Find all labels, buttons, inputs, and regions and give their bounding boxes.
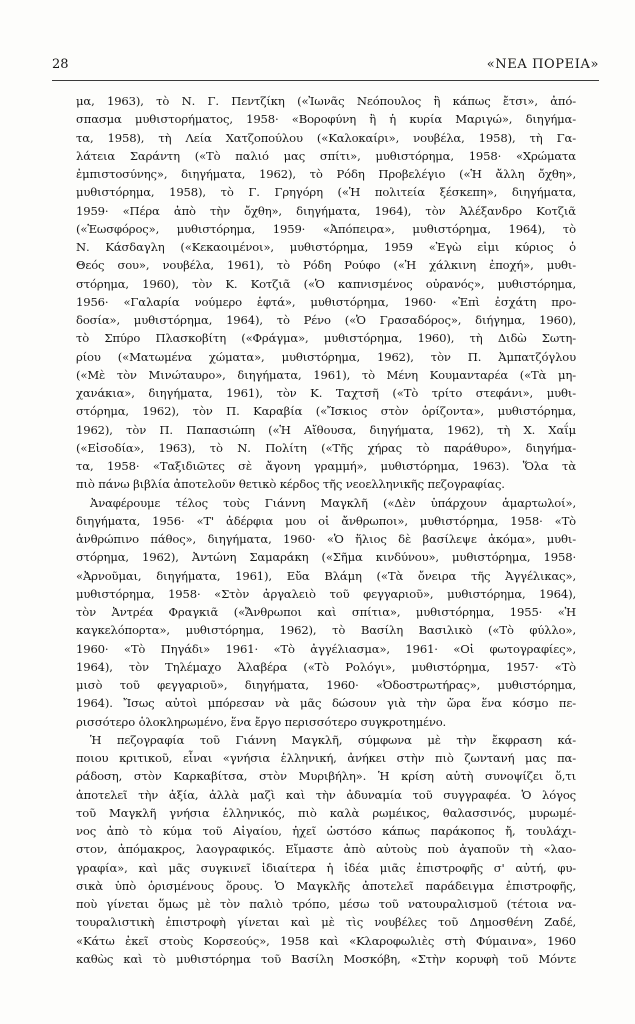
text-line: Ν. Κάσδαγλη («Κεκαοιμένοι», μυθιστόρημα, 1959 «Ἐγὼ εἰμι κύριος ὁ [76, 240, 576, 254]
text-line: χανάκια», διηγήματα, 1961), τὸν Κ. Ταχτσῆ («Τὸ τρίτο στεφάνι», μυθι- [76, 386, 576, 400]
page-number: 28 [52, 57, 69, 72]
text-line: δοσία», μυθιστόρημα, 1964), τὸ Ρένο («Ὁ Γρασαδόρος», διήγημα, 1960), [76, 313, 576, 327]
text-line: Θεός σου», νουβέλα, 1961), τὸ Ρόδη Ρούφο («Ἡ χάλκινη ἐποχή», μυθι- [76, 258, 576, 273]
text-line: στον, ἀπόμακρος, λαογραφικός. Εἴμαστε ἀπὸ αὐτοὺς ποὺ ἀγαποῦν τὴ «λαο- [76, 842, 576, 857]
paragraph-start-line: Ἡ πεζογραφία τοῦ Γιάννη Μαγκλῆ, σύμφωνα μὲ τὴν ἔκφραση κά- [90, 732, 576, 747]
text-line: σπασμα μυθιστορήματος, 1958· «Βοροφύνη ἢ ἡ κυρία Μαριγώ», διηγήμα- [76, 112, 576, 127]
text-line: λάτεια Σαράντη («Τὸ παλιό μας σπίτι», μυθιστόρημα, 1958· «Χρώματα [76, 148, 576, 163]
text-line: «Ἀρνοῦμαι, διηγήματα, 1961), Εὔα Βλάμη («Τὰ ὄνειρα τῆς Ἀγγέλικας», [76, 568, 576, 583]
text-line: ἀνθρώπινο πάθος», διηγήματα, 1960· «Ὁ ἥλιος δὲ βασίλεψε ἀκόμα», μυθι- [76, 532, 576, 546]
paragraph-end-line: ρισσότερο ὁλοκληρωμένο, ἕνα ἔργο περισσότερο συγκροτημένο. [76, 714, 447, 729]
text-line: τα, 1958· «Ταξιδιῶτες σὲ ἄγονη γραμμή», μυθιστόρημα, 1963). Ὅλα τὰ [76, 459, 576, 473]
text-line: νος ἀπὸ τὸ κύμα τοῦ Αἰγαίου, ἠχεῖ ὡστόσο κάπως παράκοπος ἤ, τουλάχι- [76, 824, 576, 838]
text-line: διηγήματα, 1956· «Τ' ἀδέρφια μου οἱ ἄνθρωποι», μυθιστόρημα, 1958· «Τὸ [76, 513, 576, 528]
text-line: 1964), τὸν Τηλέμαχο Ἀλαβέρα («Τὸ Ρολόγι», μυθιστόρημα, 1957· «Τὸ [76, 659, 576, 674]
text-line: καγκελόπορτα», μυθιστόρημα, 1962), τὸ Βασίλη Βασιλικὸ («Τὸ φύλλο», [76, 623, 576, 638]
text-line: («Εἰσοδία», 1963), τὸ Ν. Πολίτη («Τῆς χήρας τὸ παράθυρο», διηγήμα- [76, 440, 576, 455]
text-line: 1959· «Πέρα ἀπὸ τὴν ὄχθη», διηγήματα, 1964), τὸν Ἀλέξανδρο Κοτζιᾶ [76, 203, 576, 218]
paragraph-start-line: Ἀναφέρουμε τέλος τοὺς Γιάννη Μαγκλῆ («Δὲν ὑπάρχουν ἁμαρτωλοί», [90, 495, 576, 510]
text-line: μισὸ τοῦ φεγγαριοῦ», διηγήματα, 1960· «Ὀδοστρωτήρας», μυθιστόρημα, [76, 678, 576, 692]
text-line: 1962), τὸν Π. Παπασιώπη («Ἡ Αἴθουσα, διηγήματα, 1962), τὴ Χ. Χαΐμ [76, 422, 576, 437]
text-line: τουραλιστικὴ ἐπιστροφὴ γίνεται καὶ μὲ τὶς νουβέλες τοῦ Δημοσθένη Ζαδέ, [76, 915, 576, 930]
running-head [52, 56, 599, 74]
text-line: μυθιστόρημα, 1958), τὸ Γ. Γρηγόρη («Ἡ πολιτεία ξέσκεπη», διηγήματα, [76, 185, 576, 200]
text-line: γραφία», καὶ μᾶς συγκινεῖ ἰδιαίτερα ἡ ἰδέα μιᾶς ἐπιστροφῆς σ' αὐτή, φυ- [76, 860, 576, 875]
text-line: 1956· «Γαλαρία νούμερο ἑφτά», μυθιστόρημα, 1960· «Ἐπὶ ἐσχάτη προ- [76, 294, 576, 309]
text-line: ποὺ γίνεται ὅμως μὲ τὸν παλιὸ τρόπο, μέσω τοῦ νατουραλισμοῦ (τέτοια να- [76, 897, 576, 911]
text-line: ράδοση, στὸν Καρκαβίτσα, στὸν Μυριβήλη». Ἡ κρίση αὐτὴ συνοψίζει ὅ,τι [76, 769, 576, 784]
text-line: «Κάτω ἐκεῖ στοὺς Κορσεούς», 1958 καὶ «Κλαροφωλιὲς στὴ Φύμαινα», 1960 [76, 933, 576, 948]
text-line: 1964). Ἴσως αὐτοὶ μπόρεσαν νὰ μᾶς δώσουν γιὰ τὴν ὥρα ἕνα κόσμο πε- [76, 696, 576, 711]
journal-title: «ΝΕΑ ΠΟΡΕΙΑ» [486, 57, 599, 72]
text-line: («Μὲ τὸν Μινώταυρο», διηγήματα, 1961), τὸ Μένη Κουμανταρέα («Τὰ μη- [76, 367, 576, 382]
text-line: μα, 1963), τὸ Ν. Γ. Πεντζίκη («Ἰωνᾶς Νεόπουλος ἢ κάπως ἔτσι», ἀπό- [76, 94, 576, 108]
text-line: 1960· «Τὸ Πηγάδι» 1961· «Τὸ ἀγγέλιασμα», 1961· «Οἱ φωτογραφίες», [76, 641, 576, 656]
text-line: σικὰ ὑπὸ ὁρισμένους ὅρους. Ὁ Μαγκλῆς ἀποτελεῖ παράδειγμα ἐπιστροφῆς, [76, 878, 576, 893]
text-line: καθὼς καὶ τὸ μυθιστόρημα τοῦ Βασίλη Μοσκόβη, «Στὴν κορυφὴ τοῦ Μόντε [76, 951, 576, 966]
text-line: τὸν Ἀντρέα Φραγκιᾶ («Ἄνθρωποι καὶ σπίτια», μυθιστόρημα, 1955· «Ἡ [76, 605, 576, 619]
text-line: ποιου κριτικοῦ, εἶναι «γνήσια ἑλληνική, ἀνήκει στὴν πιὸ ζωντανή μας πα- [76, 751, 576, 765]
text-line: ἀποτελεῖ τὴν ἀξία, ἀλλὰ μαζὶ καὶ τὴν ἀδυναμία τοῦ συγγραφέα. Ὁ λόγος [76, 787, 576, 802]
text-line: ἐμπιστοσύνης», διηγήματα, 1962), τὸ Ρόδη Προβελέγιο («Ἡ ἄλλη ὄχθη», [76, 167, 576, 181]
text-line: στόρημα, 1962), τὸν Π. Καραβία («Ἴσκιος στὸν ὁρίζοντα», μυθιστόρημα, [76, 404, 576, 419]
text-line: τα, 1958), τὴ Λεία Χατζοπούλου («Καλοκαίρι», νουβέλα, 1958), τὴ Γα- [76, 130, 576, 145]
text-line: τοῦ Μαγκλῆ γνήσια ἑλληνικός, πιὸ καλὰ ρωμέικος, θαλασσινός, μυρωμέ- [76, 805, 576, 820]
text-line: στόρημα, 1960), τὸν Κ. Κοτζιᾶ («Ὁ καπνισμένος οὐρανός», μυθιστόρημα, [76, 276, 576, 291]
header-rule [52, 80, 599, 81]
body-text [76, 92, 576, 968]
text-line: στόρημα, 1962), Ἀντώνη Σαμαράκη («Σῆμα κινδύνου», μυθιστόρημα, 1958· [76, 550, 576, 565]
paragraph-end-line: πιὸ πάνω βιβλία ἀποτελοῦν θετικὸ κέρδος τῆς νεοελληνικῆς πεζογραφίας. [76, 477, 505, 492]
text-line: μυθιστόρημα, 1958· «Στὸν ἀργαλειὸ τοῦ φεγγαριοῦ», μυθιστόρημα, 1964), [76, 586, 576, 601]
text-line: τὸ Σπύρο Πλασκοβίτη («Φράγμα», μυθιστόρημα, 1960), τὴ Διδὼ Σωτη- [76, 331, 576, 346]
text-line: ρίου («Ματωμένα χώματα», μυθιστόρημα, 1962), τὸν Π. Ἀμπατζόγλου [76, 349, 576, 364]
text-line: («Ἑωσφόρος», μυθιστόρημα, 1959· «Ἀπόπειρα», μυθιστόρημα, 1964), τὸ [76, 221, 576, 236]
